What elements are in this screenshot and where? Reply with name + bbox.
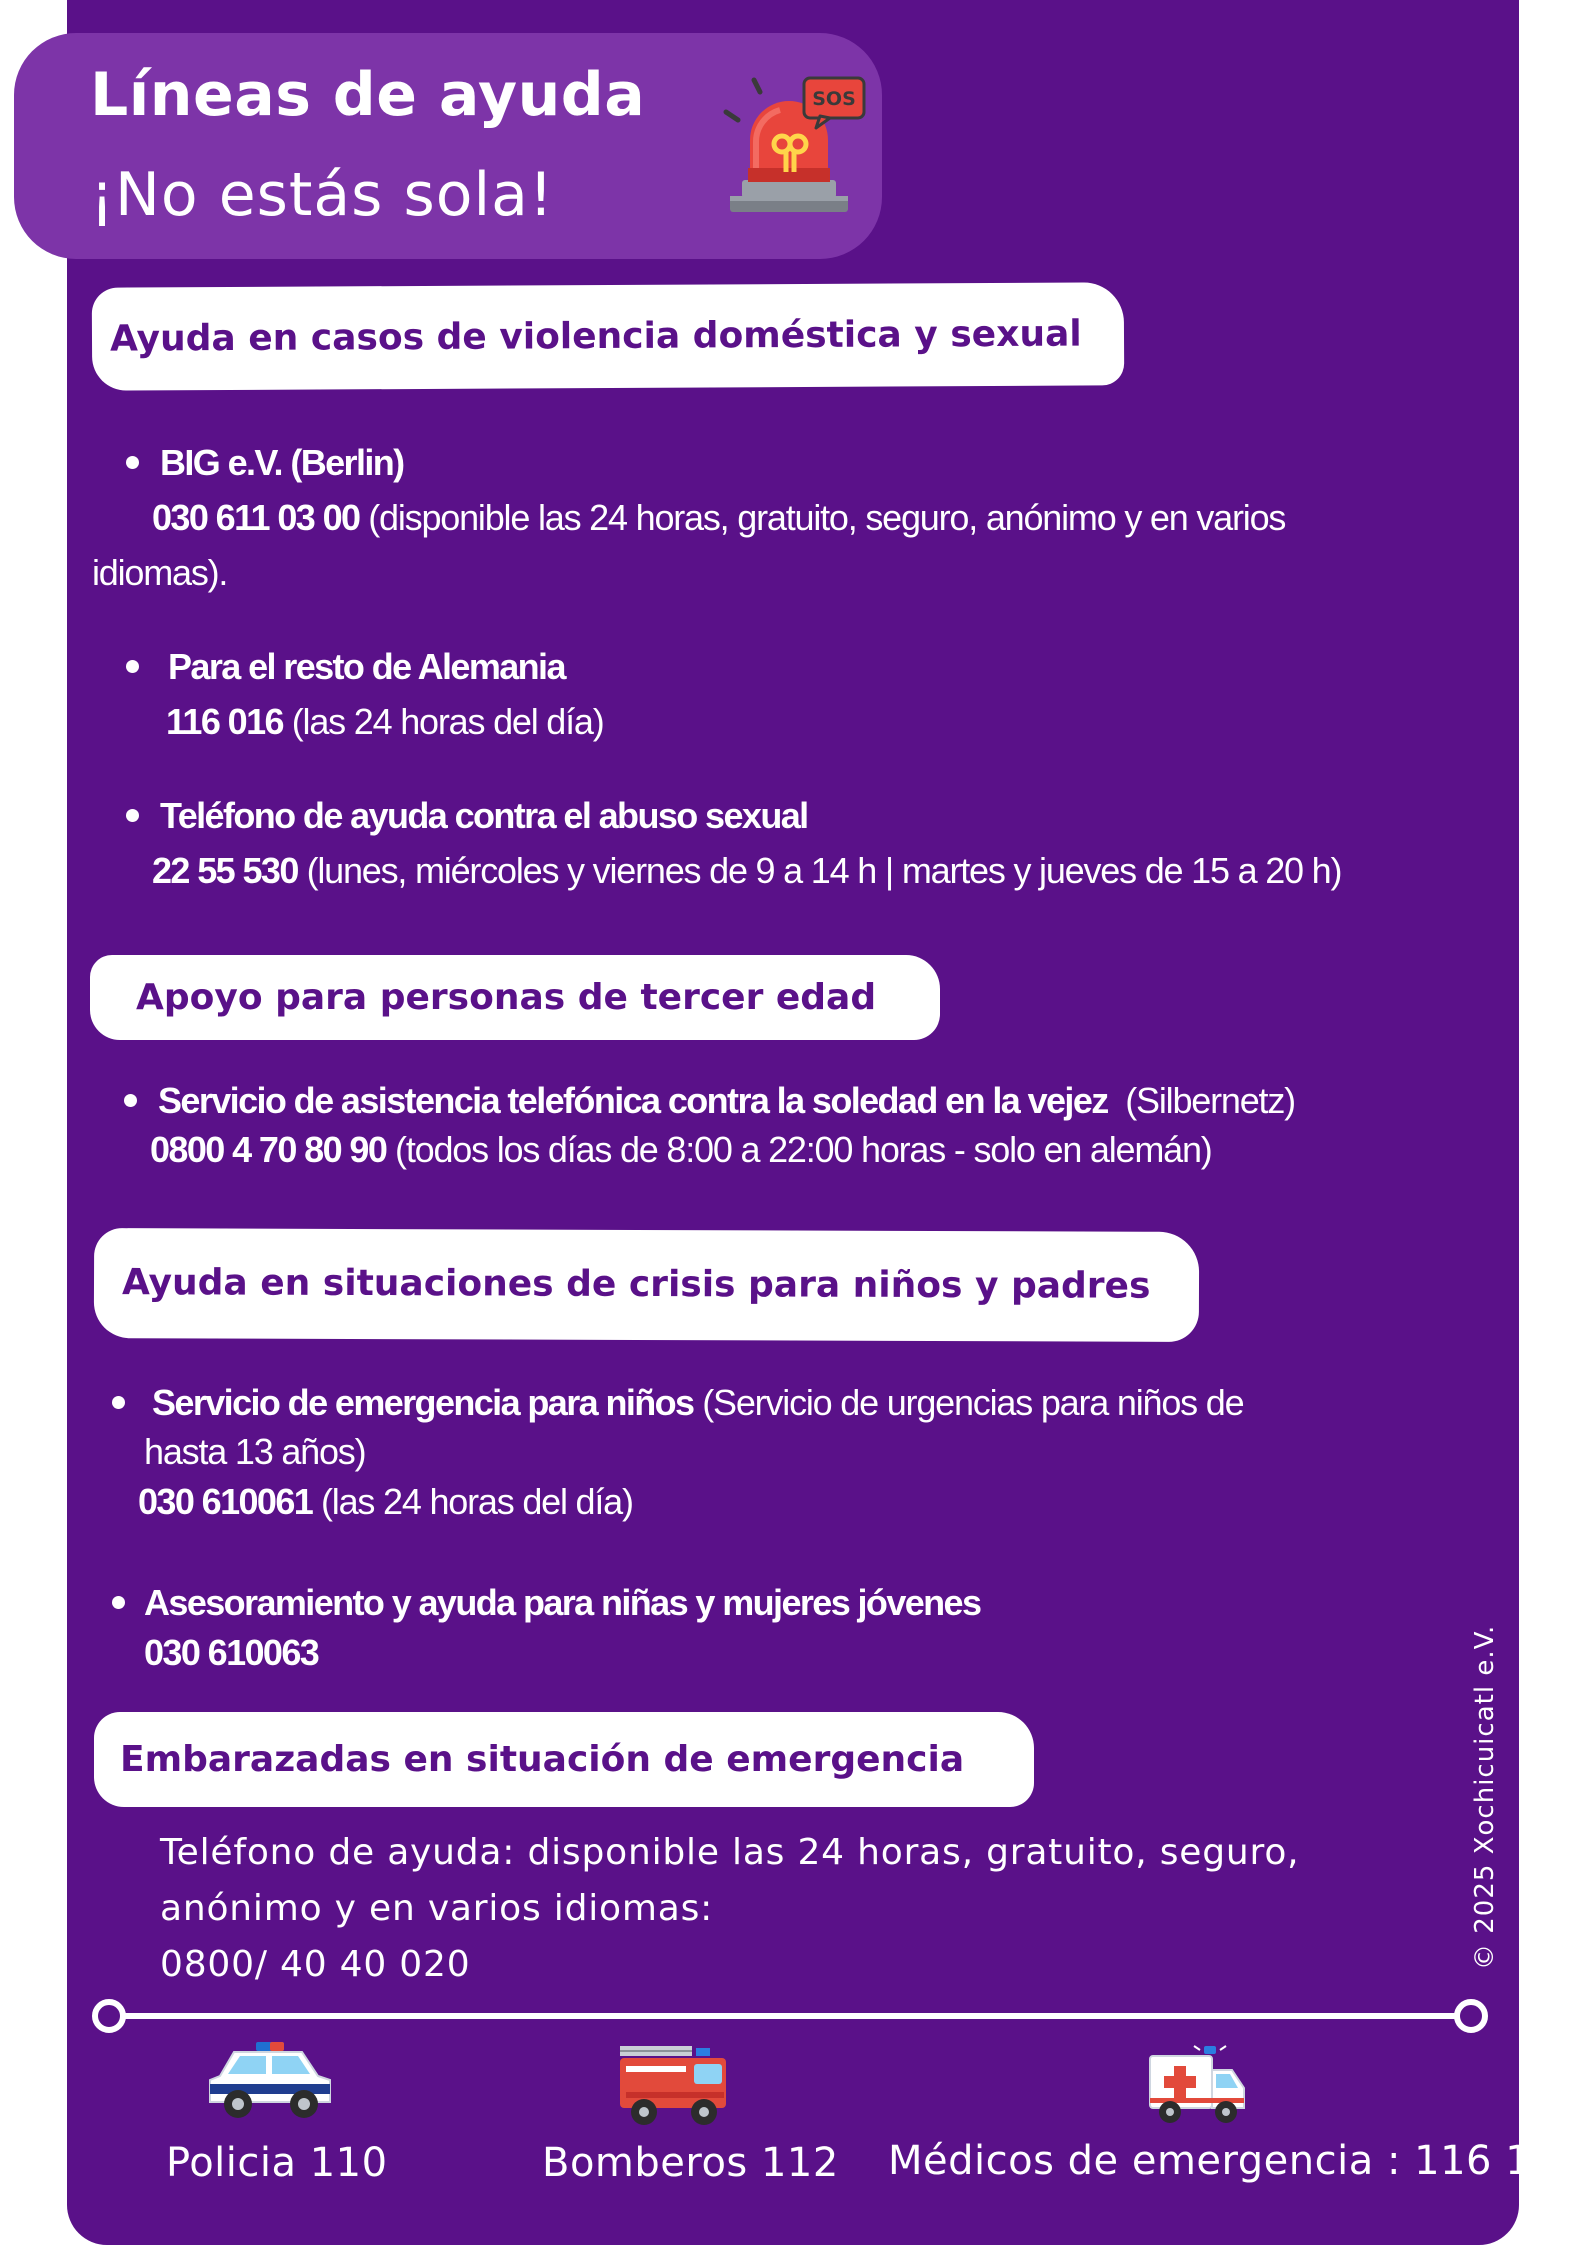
list-item [160,788,808,844]
section-heading-pregnant: Embarazadas en situación de emergencia [94,1712,1034,1807]
helpline-name: Teléfono de ayuda contra el abuso sexual [160,795,808,836]
bullet [112,1596,125,1609]
list-item [152,1375,1243,1431]
bullet [112,1396,125,1409]
police-car-icon [206,2040,336,2122]
list-item [144,1575,980,1631]
list-item [150,1122,1212,1178]
pregnancy-phone-number[interactable]: 0800/ 40 40 020 [160,1944,471,1985]
bullet [126,809,139,822]
phone-number[interactable]: 030 610061 [138,1481,313,1522]
divider-endpoint [92,1999,126,2033]
pregnancy-line-2: anónimo y en varios idiomas: [160,1888,714,1929]
section-heading-crisis-children: Ayuda en situaciones de crisis para niños y padres [94,1228,1199,1342]
ambulance-icon [1146,2044,1246,2126]
helpline-name-cont: hasta 13 años) [144,1431,366,1472]
helpline-name: Asesoramiento y ayuda para niñas y mujeres jóvenes [144,1582,981,1623]
list-item [168,639,565,695]
phone-number[interactable]: 030 610063 [144,1632,319,1673]
pregnancy-line-1: Teléfono de ayuda: disponible las 24 horas, gratuito, seguro, [160,1832,1300,1873]
helpline-detail: (disponible las 24 horas, gratuito, seguro, anónimo y en varios [359,497,1286,538]
helpline-detail: (lunes, miércoles y viernes de 9 a 14 h | martes y jueves de 15 a 20 h) [297,850,1342,891]
firefighters-number[interactable]: Bomberos 112 [542,2140,839,2186]
list-item [152,843,1341,899]
bullet [126,660,139,673]
section-heading-domestic-violence: Ayuda en casos de violencia doméstica y sexual [92,282,1125,390]
list-item [160,435,404,491]
helpline-detail: (las 24 horas del día) [312,1481,633,1522]
siren-sos-icon [720,72,870,222]
copyright-text: © 2025 Xochicuicatl e.V. [1470,1624,1500,1970]
helpline-detail: (todos los días de 8:00 a 22:00 horas - solo en alemán) [386,1129,1212,1170]
helpline-name: BIG e.V. (Berlin) [160,442,404,483]
emergency-doctors-number[interactable]: Médicos de emergencia : 116 117 [888,2138,1584,2184]
helpline-detail: (las 24 horas del día) [282,701,604,742]
list-item [138,1474,633,1530]
list-item [166,694,604,750]
helpline-name-suffix: (Servicio de urgencias para niños de [693,1382,1244,1423]
section-heading-elderly: Apoyo para personas de tercer edad [90,955,940,1040]
helpline-name: Servicio de asistencia telefónica contra la soledad en la vejez [158,1080,1108,1121]
divider-endpoint [1454,1999,1488,2033]
page-subtitle: ¡No estás sola! [90,160,554,230]
list-item [158,1073,1295,1129]
bullet [126,456,139,469]
phone-number[interactable]: 030 611 03 00 [152,497,360,538]
list-item [152,490,1285,546]
helpline-name: Servicio de emergencia para niños [152,1382,694,1423]
helpline-name: Para el resto de Alemania [168,646,565,687]
fire-truck-icon [618,2042,730,2128]
phone-number[interactable]: 116 016 [166,701,283,742]
divider-line [106,2013,1472,2019]
helpline-detail-cont: idiomas). [92,552,228,593]
list-item [144,1625,318,1681]
sos-badge-text: SOS [812,88,856,110]
police-number[interactable]: Policia 110 [166,2140,388,2186]
phone-number[interactable]: 0800 4 70 80 90 [150,1129,387,1170]
bullet [124,1094,137,1107]
phone-number[interactable]: 22 55 530 [152,850,298,891]
page-title: Líneas de ayuda [90,60,646,130]
helpline-name-suffix: (Silbernetz) [1107,1080,1295,1121]
